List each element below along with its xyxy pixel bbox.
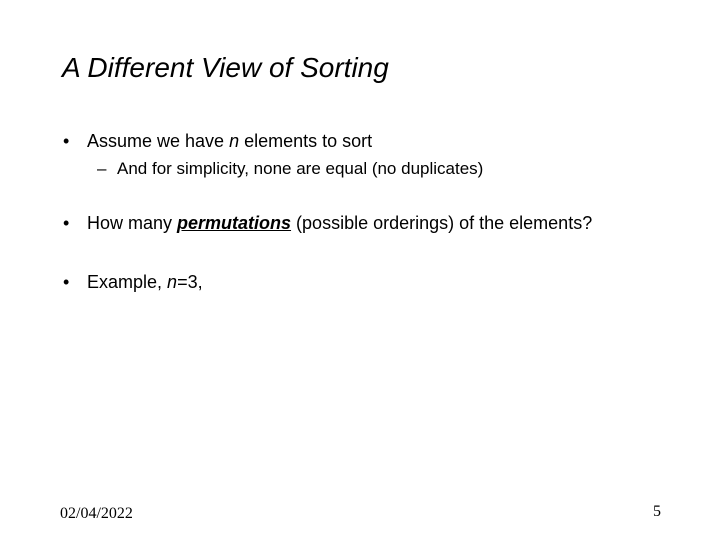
text-segment: elements to sort: [239, 131, 373, 151]
bullet-item-permutations: [63, 212, 592, 234]
bullet-text: [87, 212, 592, 234]
text-segment: (possible orderings) of the elements?: [291, 213, 593, 233]
bullet-text: [87, 271, 203, 293]
text-segment: Example,: [87, 272, 168, 292]
bullet-item-assume: [63, 130, 372, 152]
bullet-dot-marker: •: [63, 131, 70, 151]
bullet-item-example: [63, 271, 203, 293]
text-segment: How many: [87, 213, 178, 233]
bullet-dot-marker: •: [63, 213, 70, 233]
text-segment: =3,: [177, 272, 203, 292]
bullet-dot-marker: •: [63, 272, 70, 292]
page-number: 5: [653, 503, 661, 520]
emphasized-term-permutations: permutations: [177, 213, 292, 233]
footer-date: 02/04/2022: [60, 505, 133, 522]
sub-bullet-item-simplicity: [97, 158, 483, 179]
variable-n: n: [167, 272, 178, 292]
slide-title: A Different View of Sorting: [62, 52, 389, 83]
text-segment: Assume we have: [87, 131, 230, 151]
bullet-text: [87, 130, 372, 152]
variable-n: n: [229, 131, 240, 151]
sub-bullet-text: And for simplicity, none are equal (no duplicates): [117, 159, 484, 178]
bullet-dash-marker: –: [97, 159, 107, 178]
